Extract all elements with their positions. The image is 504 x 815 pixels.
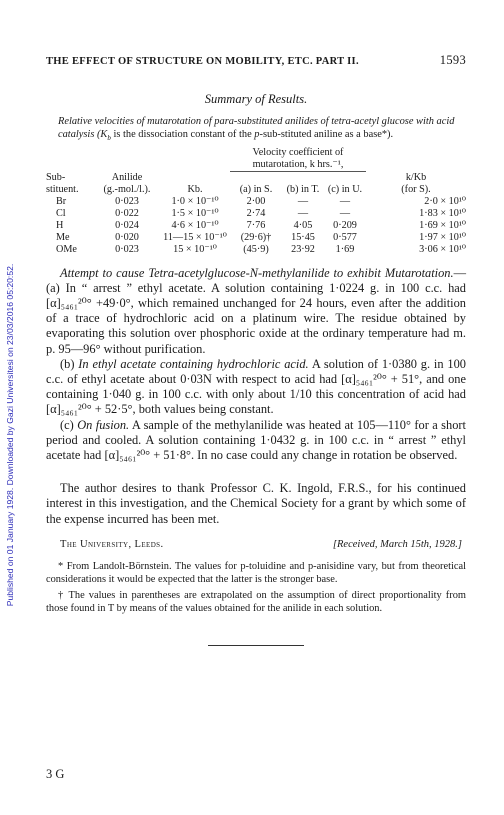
- table-cell: 2·00: [246, 195, 266, 207]
- table-cell: 1·69 × 10¹⁰: [419, 219, 466, 231]
- attempt-paragraph-b: [46, 357, 466, 418]
- institution: The University, Leeds.: [60, 539, 164, 551]
- caption-kb: K: [100, 129, 108, 140]
- velocity-heading-2: mutarotation, k hrs.⁻¹,: [230, 159, 366, 172]
- table-cell: 0·022: [115, 207, 139, 219]
- caption-part-b: is the dissociation constant of the: [110, 129, 255, 140]
- download-note-text: Published on 01 January 1928. Downloaded by Gazi Universitesi on 23/03/2016 05:20:52.: [5, 263, 15, 607]
- col-header-anilide-2: (g.-mol./l.).: [103, 183, 151, 195]
- table-cell: 0·023: [115, 195, 139, 207]
- table-cell: 15 × 10⁻¹⁰: [173, 243, 217, 255]
- table-cell: 1·5 × 10⁻¹⁰: [171, 207, 219, 219]
- table-cell: Me: [56, 231, 70, 243]
- table-cell: 1·0 × 10⁻¹⁰: [171, 195, 219, 207]
- caption-part-a: Relative velocities of mutarotation of para-substituted anilides of tetra-acetyl glucose with acid catalysis (: [58, 116, 455, 140]
- footnotes: [46, 561, 466, 615]
- table-row: [46, 220, 466, 232]
- table-cell: 7·76: [246, 219, 266, 231]
- table-cell: 1·97 × 10¹⁰: [419, 231, 466, 243]
- velocity-heading: Velocity coefficient of: [252, 147, 344, 159]
- table-cell: Cl: [56, 207, 66, 219]
- attempt-c-heading: On fusion.: [77, 417, 130, 432]
- table-cell: 0·024: [115, 219, 139, 231]
- attempt-b-label: (b): [60, 356, 79, 371]
- attempt-paragraph-a: [46, 266, 466, 357]
- table-cell: —: [339, 207, 351, 219]
- attempt-text-a: —(a) In “ arrest ” ethyl acetate. A solution containing 1·0224 g. in 100 c.c. had [α]₅₄₆₁²⁰° +49·0°, which remained unchanged for 24 hours, even after the addition of a trace of hydrochloric acid on a platinum wire. The residue obtained by evaporating this solution over phosphoric oxide at the ordinary temperature had m. p. 95—96° without purification.: [46, 265, 466, 356]
- table-cell: 0·209: [333, 219, 357, 231]
- signature-mark: 3 G: [46, 767, 65, 781]
- col-header-sub-2: stituent.: [46, 183, 79, 195]
- table-cell: 0·023: [115, 243, 139, 255]
- col-header-kb: Kb.: [187, 183, 203, 195]
- table-cell: 2·0 × 10¹⁰: [424, 195, 466, 207]
- col-header-anilide: Anilide: [111, 171, 143, 183]
- footnote: † The values in parentheses are extrapolated on the assumption of direct proportionality from those found in T by means of the values obtained for the anilide in each solution.: [46, 589, 466, 614]
- table-cell: H: [56, 219, 64, 231]
- attempt-b-text: A solution of 1·0380 g. in 100 c.c. of ethyl acetate about 0·03N with respect to acid had [α]₅₄₆₁²⁰° + 51°, and one containing 1·040 g. in 100 c.c. with only about 1/10 this concentration of acid had [α]₅₄₆₁²⁰° + 52·5°, both values being constant.: [46, 356, 466, 417]
- attempt-paragraph-c: [46, 418, 466, 464]
- table-row: [46, 244, 466, 256]
- col-header-ratio-2: (for S).: [401, 183, 431, 195]
- table-cell: OMe: [56, 243, 77, 255]
- table-row: [46, 208, 466, 220]
- caption-p: p: [254, 129, 260, 140]
- table-cell: 4·6 × 10⁻¹⁰: [171, 219, 219, 231]
- running-header: [46, 53, 466, 74]
- table-cell: 2·74: [246, 207, 266, 219]
- table-cell: —: [297, 207, 309, 219]
- velocity-table: [46, 147, 466, 256]
- section-title: Summary of Results.: [204, 92, 308, 106]
- col-header-sub: Sub-: [46, 171, 66, 183]
- col-header-ratio: k/Kb: [405, 171, 427, 183]
- table-cell: (29·6)†: [240, 231, 272, 243]
- table-cell: (45·9): [243, 243, 269, 255]
- table-cell: 11—15 × 10⁻¹⁰: [163, 231, 227, 243]
- footnote: * From Landolt-Börnstein. The values for p-toluidine and p-anisidine vary, but from theoretical considerations it would be expected that the latter is the stronger base.: [46, 561, 466, 586]
- table-row: [46, 232, 466, 244]
- table-cell: —: [297, 195, 309, 207]
- table-cell: 0·577: [333, 231, 357, 243]
- table-cell: 3·06 × 10¹⁰: [419, 243, 466, 255]
- address-line: [46, 539, 466, 553]
- attempt-b-heading: In ethyl acetate containing hydrochloric acid.: [78, 356, 309, 371]
- table-row: [46, 196, 466, 208]
- table-caption: [46, 115, 466, 145]
- table-cell: 1·83 × 10¹⁰: [419, 207, 466, 219]
- running-title: THE EFFECT OF STRUCTURE ON MOBILITY, ETC. PART II.: [46, 56, 359, 67]
- table-cell: Br: [56, 195, 67, 207]
- col-header-t: (b) in T.: [286, 183, 320, 195]
- attempt-c-label: (c): [60, 417, 78, 432]
- caption-kb-sub: b: [107, 134, 111, 143]
- article-page: [46, 53, 466, 646]
- col-header-s: (a) in S.: [239, 183, 273, 195]
- received-date: [Received, March 15th, 1928.]: [332, 539, 462, 551]
- table-cell: 4·05: [293, 219, 313, 231]
- table-cell: 1·69: [335, 243, 355, 255]
- table-cell: 23·92: [291, 243, 315, 255]
- table-cell: 0·020: [115, 231, 139, 243]
- caption-part-c: -sub-stituted aniline as a base*).: [259, 129, 394, 140]
- acknowledgement: The author desires to thank Professor C. K. Ingold, F.R.S., for his continued interest in this investigation, and the Chemical Society for a grant by which some of the expense incurred has been met.: [46, 481, 466, 526]
- table-cell: —: [339, 195, 351, 207]
- table-cell: 15·45: [291, 231, 315, 243]
- end-rule: [208, 645, 304, 646]
- attempt-c-text: A sample of the methylanilide was heated at 105—110° for a short period and cooled. A solution containing 1·0432 g. in 100 c.c. in “ arrest ” ethyl acetate had [α]₅₄₆₁²⁰° + 51·8°. In no case could any change in rotation be observed.: [46, 417, 466, 463]
- attempt-heading: Attempt to cause Tetra-acetylglucose-N-methylanilide to exhibit Mutarotation.: [60, 265, 454, 280]
- download-sidebar-note: [4, 90, 16, 780]
- attempt-section: [46, 266, 466, 464]
- col-header-u: (c) in U.: [327, 183, 363, 195]
- page-number: 1593: [439, 53, 466, 67]
